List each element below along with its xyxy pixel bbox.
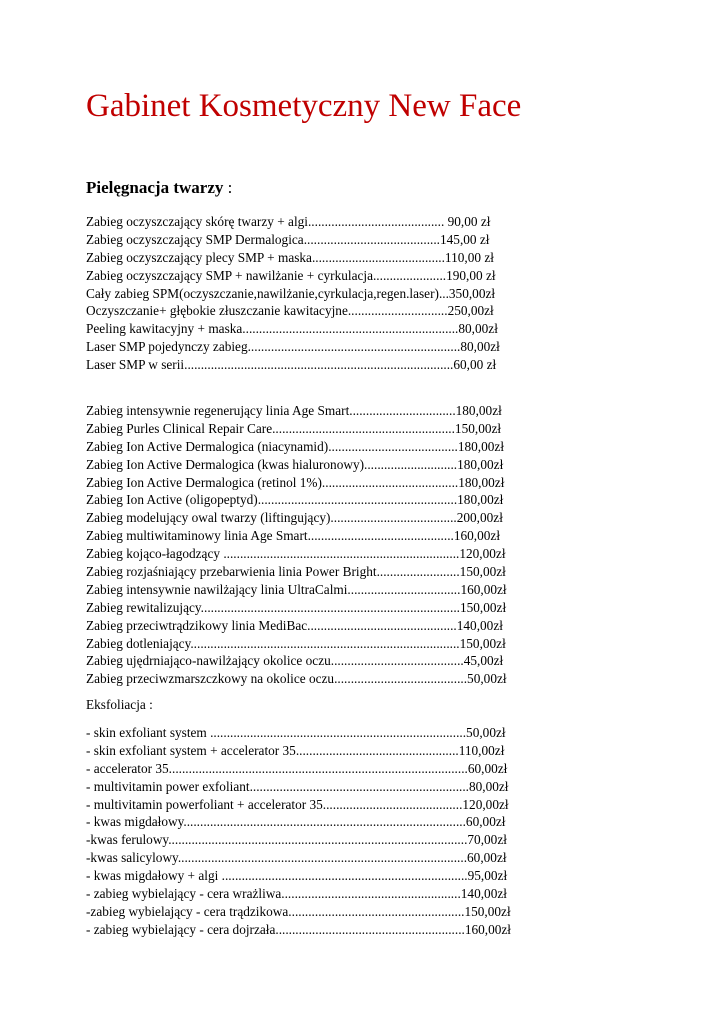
price-list-cleansing [86,213,500,374]
price-list-item: Zabieg oczyszczający plecy SMP + maska........................................110,00 zł [86,249,494,265]
price-list-item: Zabieg Ion Active Dermalogica (kwas hialuronowy)............................180,00zł [86,456,504,472]
section-heading-exfoliation: Eksfoliacja : [86,697,153,712]
price-list-item: - multivitamin powerfoliant + accelerator 35..........................................120,00zł [86,796,509,812]
price-list-exfoliation [86,724,511,939]
price-list-item: - kwas migdałowy + algi ..........................................................................95,00zł [86,868,508,884]
price-list-item: - kwas migdałowy.....................................................................................60,00zł [86,814,506,830]
price-list-item: Zabieg rozjaśniający przebarwienia linia Power Bright.........................150,00zł [86,564,506,580]
price-list-item: Zabieg oczyszczający SMP Dermalogica.........................................145,00 zł [86,231,490,247]
page-title: Gabinet Kosmetyczny New Face [86,88,522,124]
price-list-item: Zabieg dotleniający.................................................................................150,00zł [86,635,506,651]
price-list-item: - multivitamin power exfoliant..................................................................80,00zł [86,778,509,794]
price-list-item: Zabieg intensywnie regenerujący linia Age Smart................................180,00zł [86,403,502,418]
price-list-item: - skin exfoliant system .............................................................................50,00zł [86,725,506,740]
price-list-item: Laser SMP w serii.................................................................................60,00 zł [86,357,497,373]
price-list-item: Zabieg modelujący owal twarzy (liftingujący)......................................200,00zł [86,510,503,526]
section-heading-face-care [86,177,232,199]
price-list-item: Zabieg multiwitaminowy linia Age Smart............................................160,00zł [86,528,501,544]
price-list-item: Oczyszczanie+ głębokie złuszczanie kawitacyjne..............................250,00zł [86,303,494,319]
price-list-item: -kwas salicylowy.......................................................................................60,00zł [86,850,507,866]
section-heading-label: Pielęgnacja twarzy [86,178,224,197]
price-list-item: Zabieg oczyszczający SMP + nawilżanie + cyrkulacja......................190,00 zł [86,267,496,283]
price-list-item: Zabieg Purles Clinical Repair Care.......................................................150,00zł [86,420,502,436]
price-list-item: Cały zabieg SPM(oczyszczanie,nawilżanie,cyrkulacja,regen.laser)...350,00zł [86,285,496,301]
price-list-item: Zabieg oczyszczający skórę twarzy + algi......................................... 90,00 zł [86,214,491,229]
price-list-item: Zabieg rewitalizujący..............................................................................150,00zł [86,599,507,615]
price-list-item: - zabieg wybielający - cera wrażliwa......................................................140,00zł [86,886,507,902]
price-list-item: Laser SMP pojedynczy zabieg................................................................80,00zł [86,339,500,355]
price-list-item: Peeling kawitacyjny + maska.................................................................80,00zł [86,321,498,337]
price-list-item: -zabieg wybielający - cera trądzikowa.....................................................150,00zł [86,903,511,919]
price-list-item: Zabieg intensywnie nawilżający linia UltraCalmi..................................160,00zł [86,581,507,597]
price-list-item: - zabieg wybielający - cera dojrzała.........................................................160,00zł [86,921,512,937]
section-heading-suffix: : [223,178,233,197]
price-list-item: Zabieg Ion Active Dermalogica (retinol 1%).........................................180,00zł [86,474,505,490]
price-list-item: Zabieg kojąco-łagodzący .......................................................................120,00zł [86,546,506,562]
price-list-item: - skin exfoliant system + accelerator 35.................................................110,00zł [86,742,505,758]
price-list-item: Zabieg Ion Active (oligopeptyd)............................................................180,00zł [86,492,504,508]
price-list-item: Zabieg przeciwtrądzikowy linia MediBac.............................................140,00zł [86,617,503,633]
price-list-item: Zabieg Ion Active Dermalogica (niacynamid).......................................180,00zł [86,438,505,454]
price-list-item: - accelerator 35..........................................................................................60,00zł [86,760,508,776]
price-list-treatments [86,402,507,688]
price-list-item: Zabieg przeciwzmarszczkowy na okolice oczu........................................50,00zł [86,671,507,687]
price-list-item: -kwas ferulowy..........................................................................................70,00zł [86,832,507,848]
price-list-item: Zabieg ujędrniająco-nawilżający okolice oczu........................................45,00zł [86,653,504,669]
